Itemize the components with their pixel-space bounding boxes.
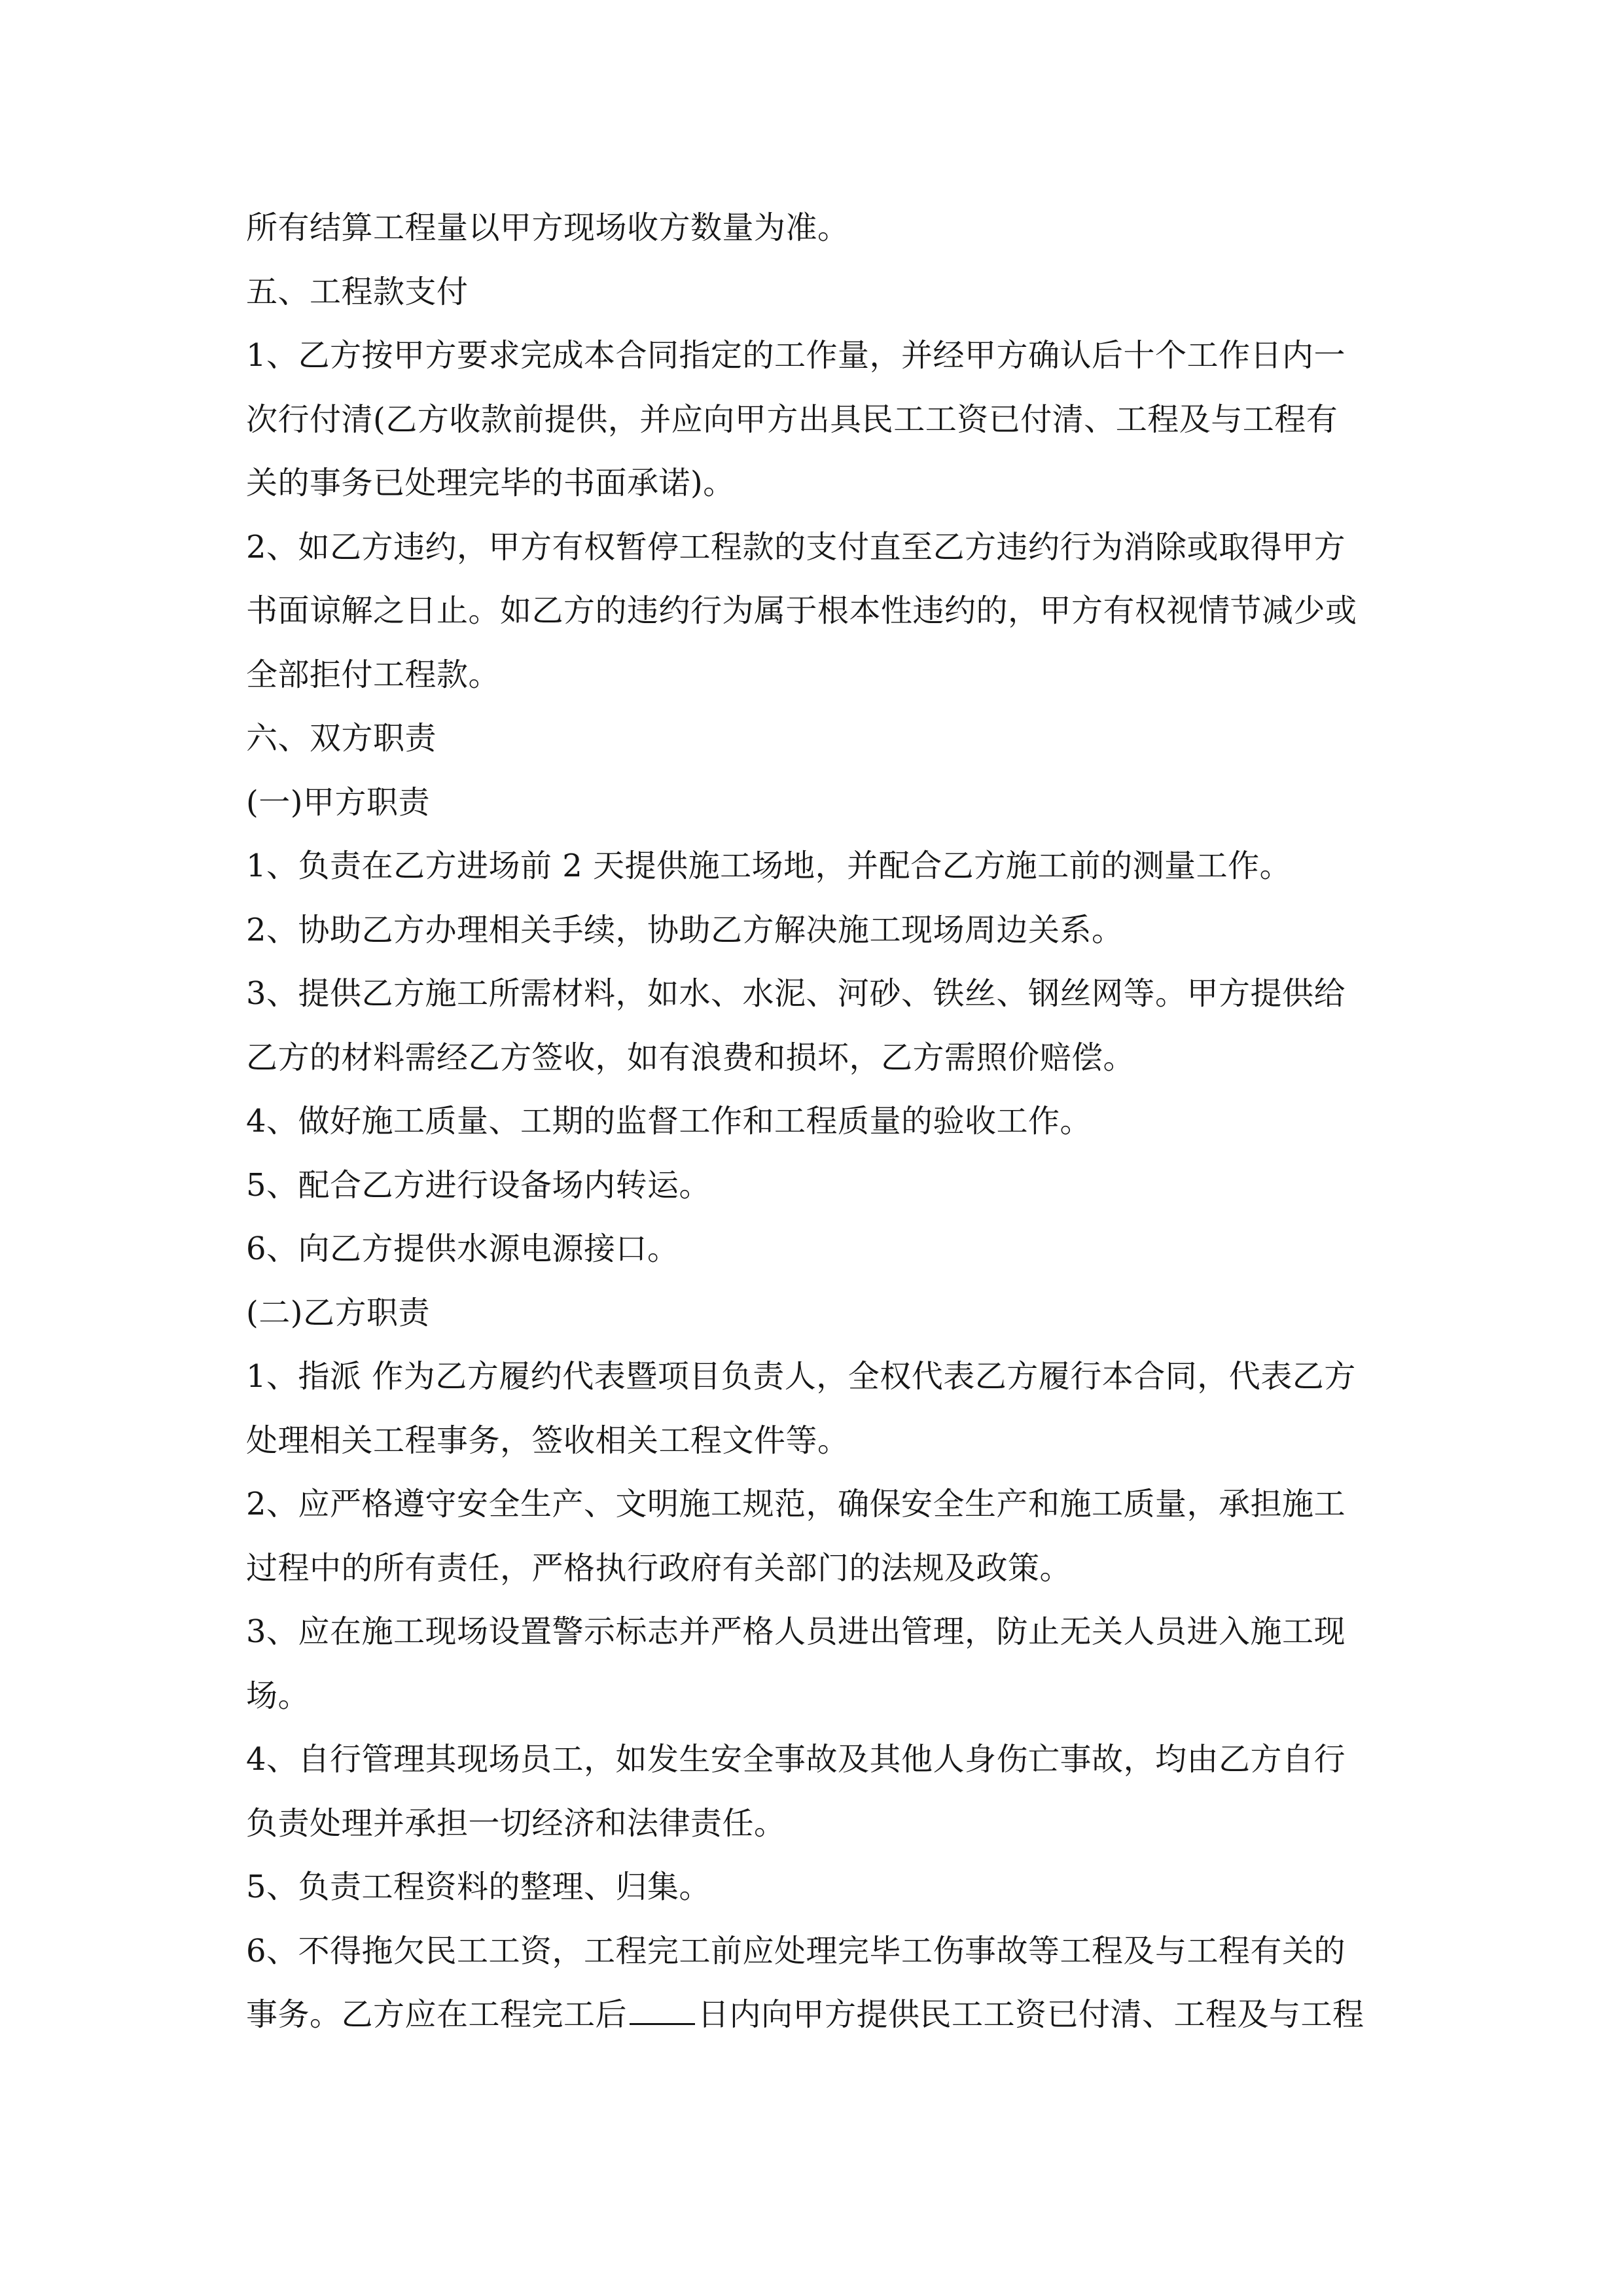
text-line: 过程中的所有责任，严格执行政府有关部门的法规及政策。	[246, 1549, 1072, 1587]
text-line: 1、指派 作为乙方履约代表暨项目负责人，全权代表乙方履行本合同，代表乙方	[246, 1358, 1356, 1395]
text-line: 场。	[246, 1677, 310, 1714]
text-line: 2、应严格遵守安全生产、文明施工规范，确保安全生产和施工质量，承担施工	[246, 1486, 1346, 1522]
last-line-before: 事务。乙方应在工程完工后	[246, 1996, 628, 2033]
text-line: 4、自行管理其现场员工，如发生安全事故及其他人身伤亡事故，均由乙方自行	[246, 1741, 1346, 1778]
text-line: 2、如乙方违约，甲方有权暂停工程款的支付直至乙方违约行为消除或取得甲方	[246, 528, 1346, 565]
text-line: 负责处理并承担一切经济和法律责任。	[246, 1804, 786, 1842]
text-line: 6、不得拖欠民工工资，工程完工前应处理完毕工伤事故等工程及与工程有关的	[246, 1932, 1346, 1969]
section-heading-payment: 五、工程款支付	[246, 273, 469, 310]
section-heading-duties: 六、双方职责	[246, 720, 437, 757]
text-line: 乙方的材料需经乙方签收，如有浪费和损坏，乙方需照价赔偿。	[246, 1039, 1135, 1076]
text-line: 3、提供乙方施工所需材料，如水、水泥、河砂、铁丝、钢丝网等。甲方提供给	[246, 975, 1346, 1012]
text-line: 6、向乙方提供水源电源接口。	[246, 1230, 679, 1267]
text-line: 3、应在施工现场设置警示标志并严格人员进出管理，防止无关人员进入施工现	[246, 1613, 1346, 1650]
last-line-after: 日内向甲方提供民工工资已付清、工程及与工程	[698, 1996, 1364, 2033]
text-line: 5、配合乙方进行设备场内转运。	[246, 1166, 711, 1204]
text-line: 书面谅解之日止。如乙方的违约行为属于根本性违约的，甲方有权视情节减少或	[246, 592, 1357, 629]
text-line: 5、负责工程资料的整理、归集。	[246, 1869, 711, 1905]
subheading-party-b: (二)乙方职责	[246, 1294, 430, 1331]
text-line-with-blank	[246, 1983, 1386, 2047]
subheading-party-a: (一)甲方职责	[246, 783, 430, 821]
text-line: 次行付清(乙方收款前提供，并应向甲方出具民工工资已付清、工程及与工程有	[246, 401, 1338, 438]
text-line: 处理相关工程事务，签收相关工程文件等。	[246, 1422, 849, 1459]
text-line: 1、负责在乙方进场前 2 天提供施工场地，并配合乙方施工前的测量工作。	[246, 848, 1292, 884]
contract-text	[246, 196, 1386, 2047]
text-line: 关的事务已处理完毕的书面承诺)。	[246, 465, 735, 501]
text-line: 2、协助乙方办理相关手续，协助乙方解决施工现场周边关系。	[246, 911, 1124, 948]
text-line: 1、乙方按甲方要求完成本合同指定的工作量，并经甲方确认后十个工作日内一	[246, 337, 1346, 374]
text-line: 所有结算工程量以甲方现场收方数量为准。	[246, 209, 849, 246]
text-line: 4、做好施工质量、工期的监督工作和工程质量的验收工作。	[246, 1103, 1092, 1139]
text-line: 全部拒付工程款。	[246, 656, 501, 693]
fill-in-blank	[630, 1997, 695, 2025]
